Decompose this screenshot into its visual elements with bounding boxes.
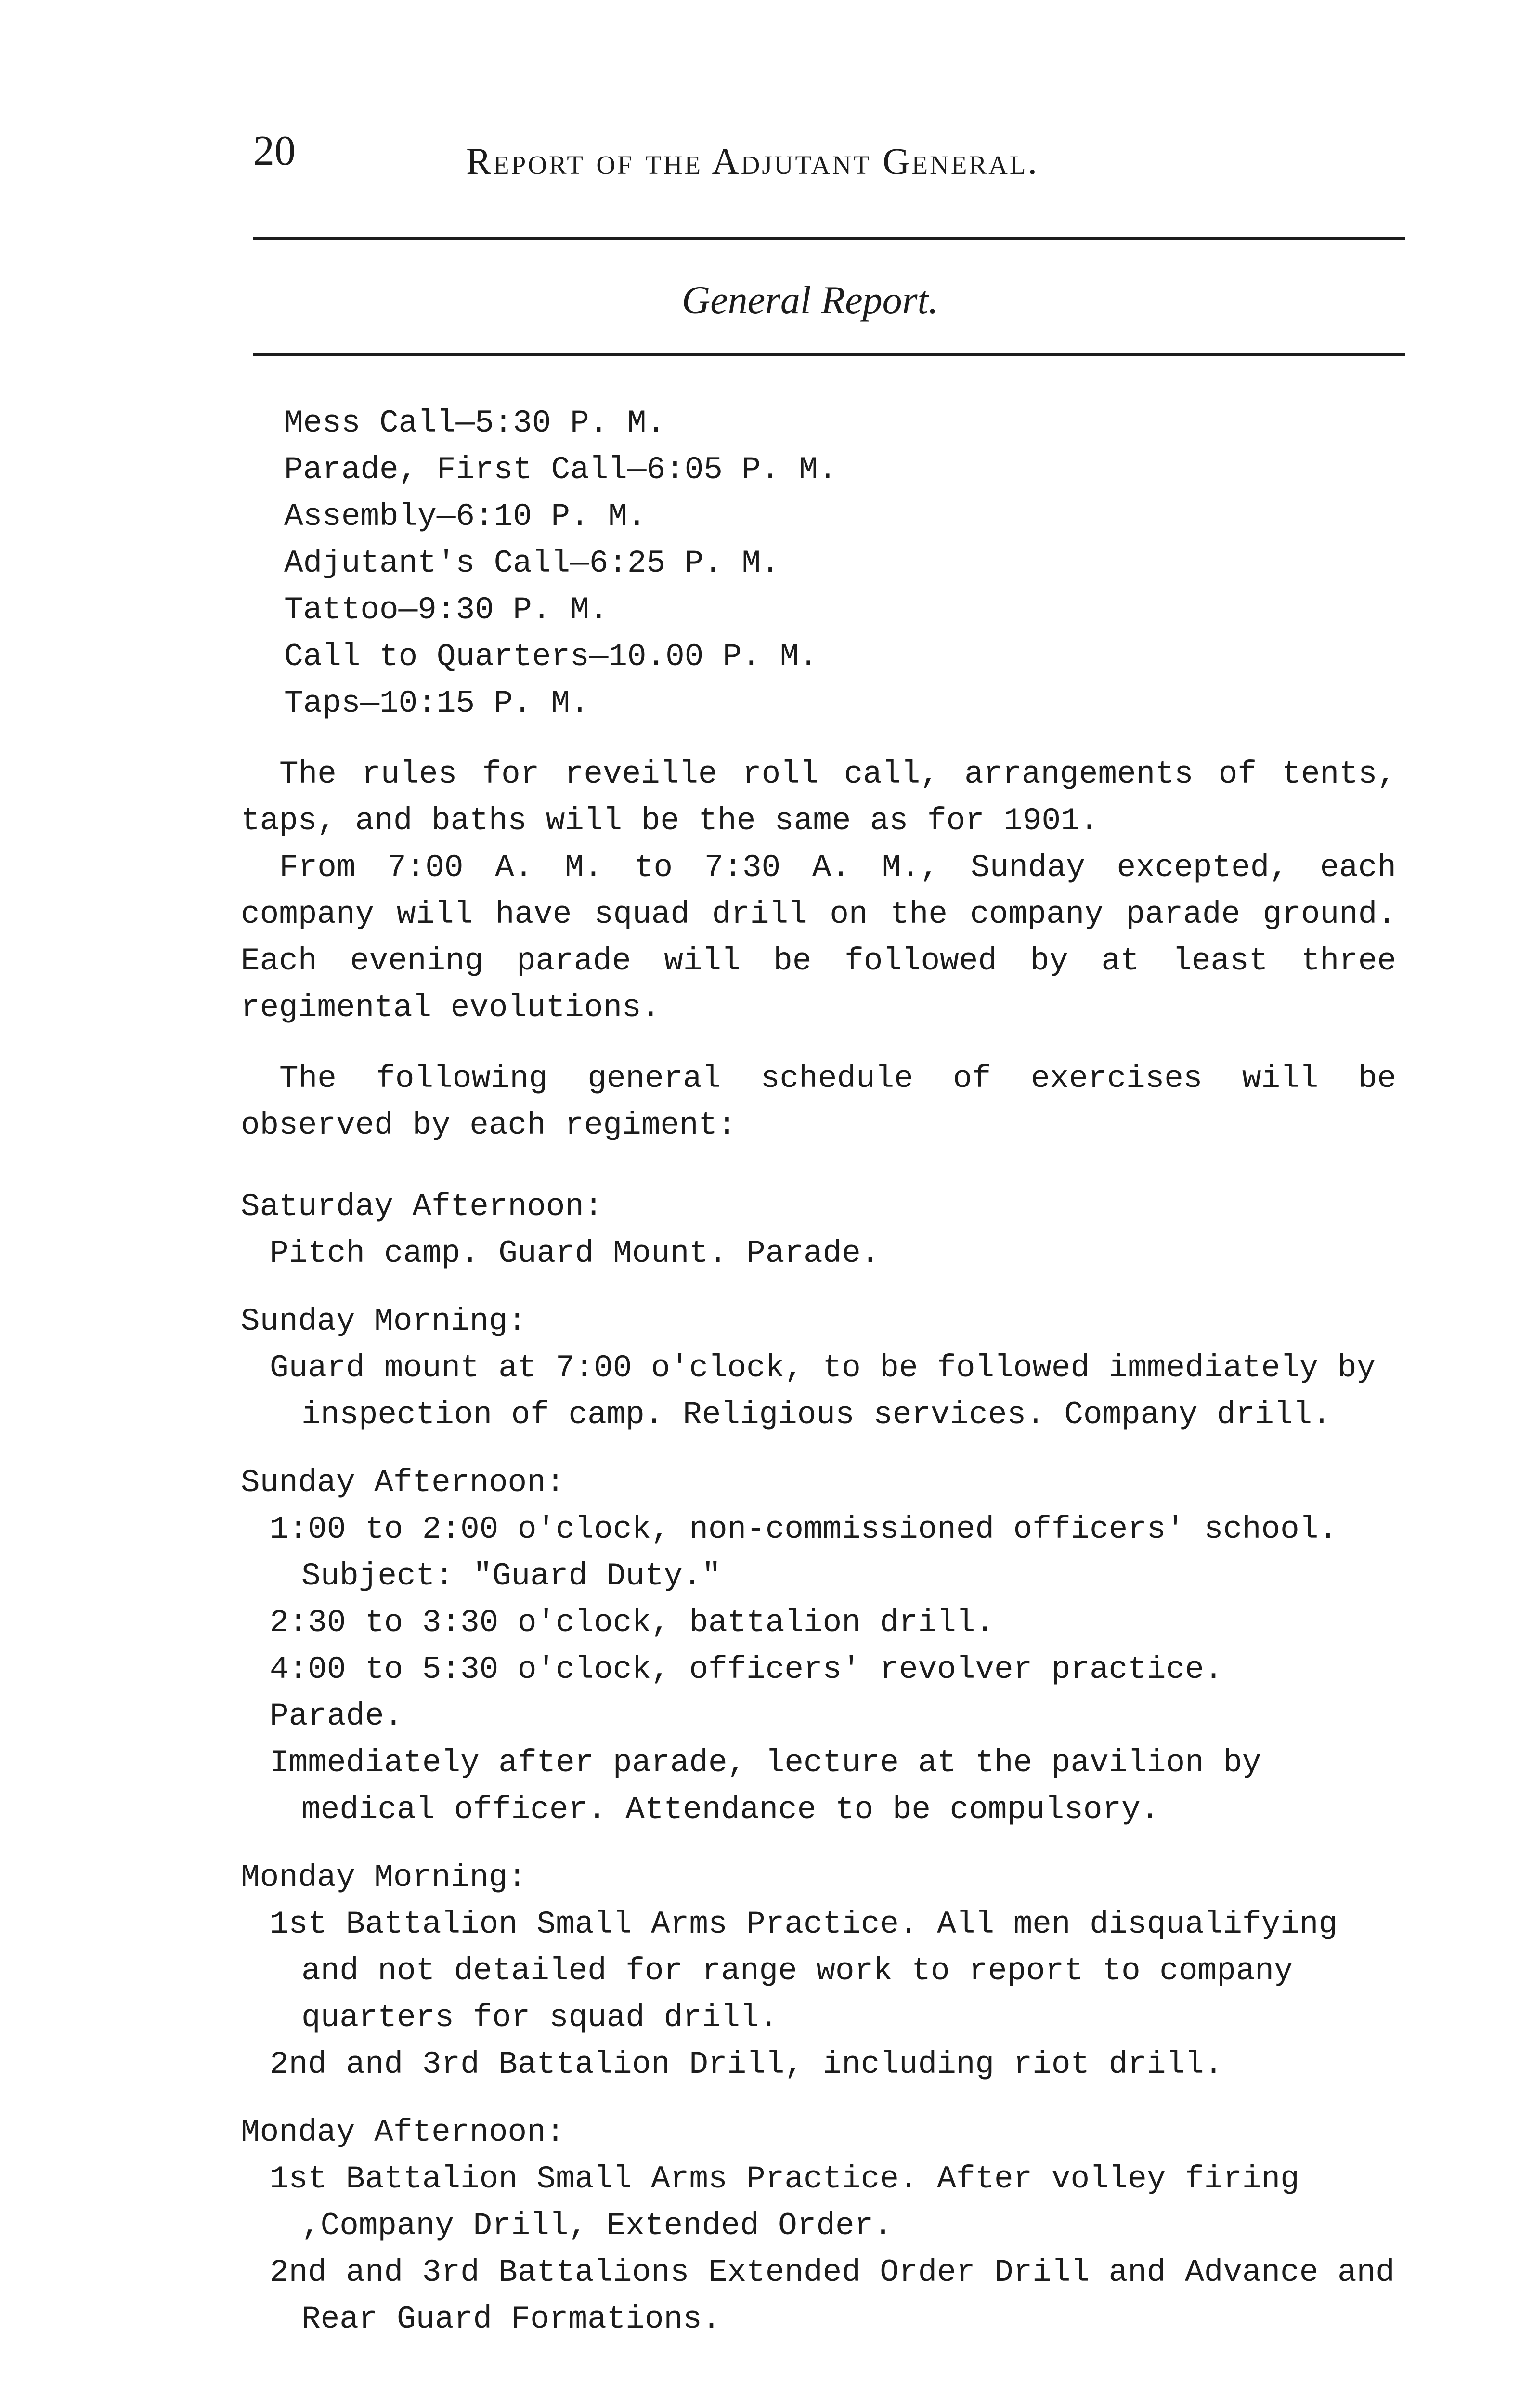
schedule-entry: 1st Battalion Small Arms Practice. All men disqualifying and not detailed for range work to report to company quarters for squad drill. [270,1906,1338,2036]
schedule-entry: 1:00 to 2:00 o'clock, non-commissioned officers' school. Subject: "Guard Duty." [270,1511,1338,1594]
schedule-entry: 4:00 to 5:30 o'clock, officers' revolver practice. [270,1651,1223,1688]
exercise-schedule [241,1183,1396,2343]
schedule-entry: 2nd and 3rd Battalion Drill, including riot drill. [270,2046,1223,2082]
schedule-entry: 1st Battalion Small Arms Practice. After volley firing ,Company Drill, Extended Order. [270,2161,1299,2244]
schedule-entry: Immediately after parade, lecture at the pavilion by medical officer. Attendance to be compulsory. [270,1745,1261,1828]
running-title: Report of the Adjutant General. [466,140,1039,182]
section-title: General Report. [682,278,938,322]
page-number: 20 [253,128,296,174]
paragraph: The rules for reveille roll call, arrangements of tents, taps, and baths will be the same as for 1901. [241,756,1396,839]
schedule-entry: 2nd and 3rd Battalions Extended Order Drill and Advance and Rear Guard Formations. [270,2254,1395,2337]
call-time-item: Taps—10:15 P. M. [284,685,589,721]
schedule-entry: Pitch camp. Guard Mount. Parade. [270,1235,880,1271]
call-times-list [241,400,1396,727]
schedule-entry: Parade. [270,1698,403,1734]
header-rule-bottom [253,353,1405,356]
call-time-item: Assembly—6:10 P. M. [284,498,647,535]
call-time-item: Tattoo—9:30 P. M. [284,592,609,628]
call-time-item: Call to Quarters—10.00 P. M. [284,639,818,675]
header-rule-top [253,237,1405,240]
schedule-day-heading: Sunday Morning: [241,1303,527,1339]
call-time-item: Mess Call—5:30 P. M. [284,405,666,441]
call-time-item: Adjutant's Call—6:25 P. M. [284,545,780,581]
schedule-day-heading: Saturday Afternoon: [241,1189,603,1225]
schedule-entry: 2:30 to 3:30 o'clock, battalion drill. [270,1605,995,1641]
schedule-day-heading: Monday Afternoon: [241,2114,565,2150]
body-text [241,400,1396,2343]
schedule-day-heading: Monday Morning: [241,1859,527,1896]
schedule-entry: Guard mount at 7:00 o'clock, to be followed immediately by inspection of camp. Religious services. Company drill. [270,1350,1376,1433]
paragraph: From 7:00 A. M. to 7:30 A. M., Sunday excepted, each company will have squad drill on the company parade ground. Each evening parade will be followed by at least three regimental evolutions. [241,850,1396,1026]
schedule-day-heading: Sunday Afternoon: [241,1465,565,1501]
paragraph: The following general schedule of exercises will be observed by each regiment: [241,1060,1396,1143]
call-time-item: Parade, First Call—6:05 P. M. [284,452,837,488]
